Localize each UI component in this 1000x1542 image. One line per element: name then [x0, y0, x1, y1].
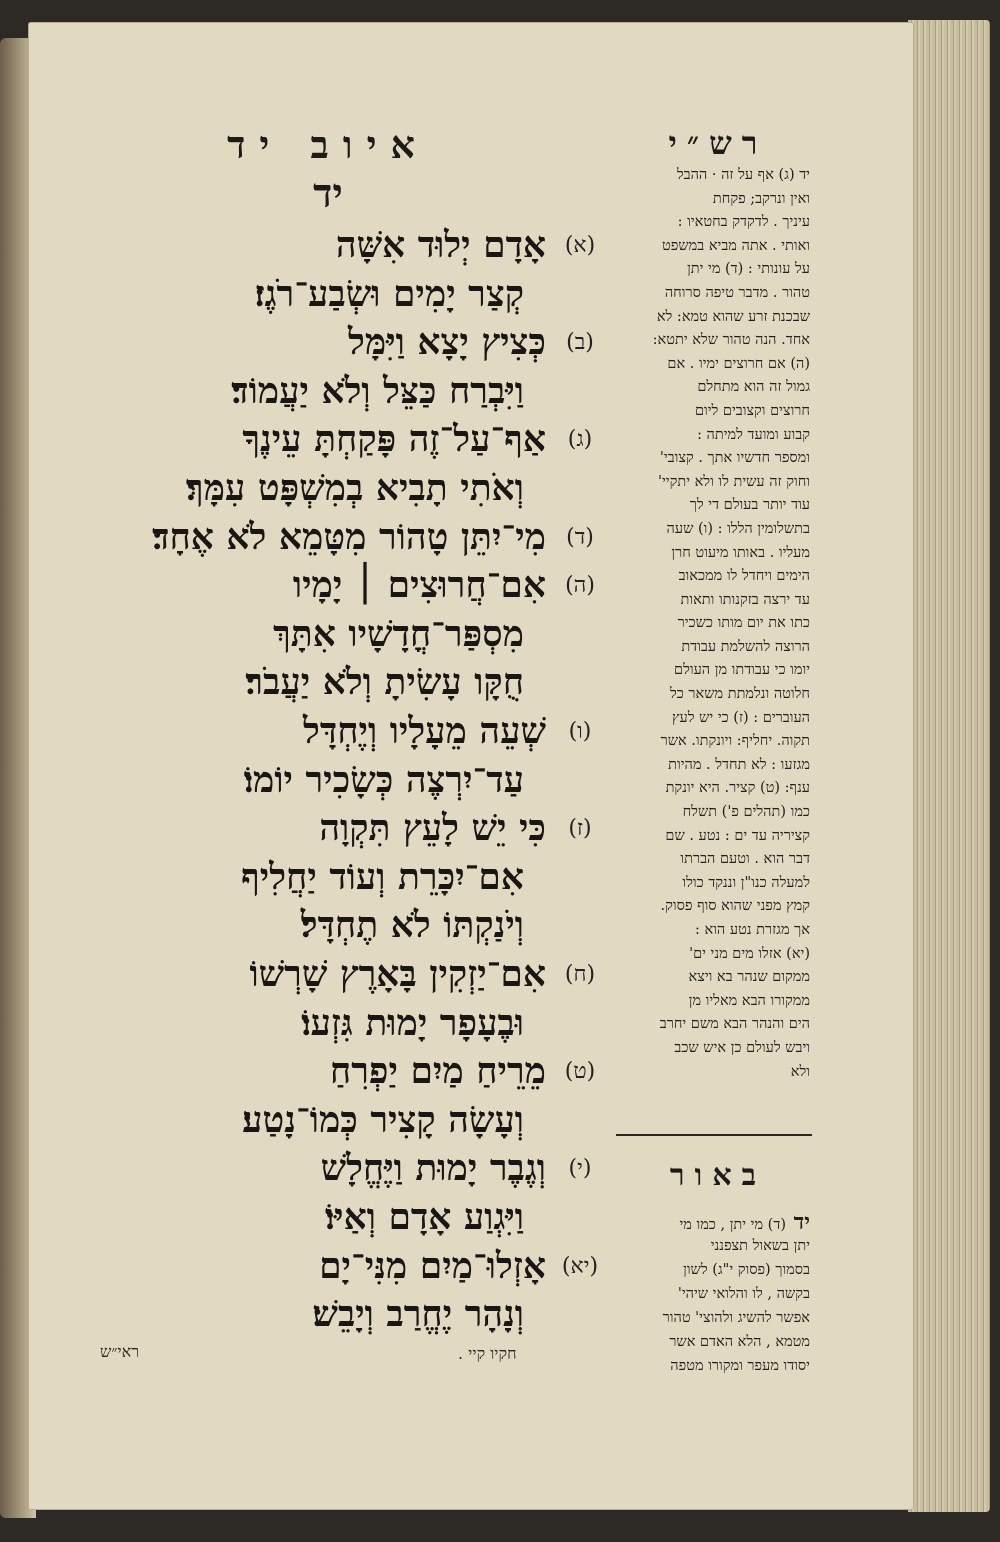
- biur-chapter-marker: יד: [785, 1210, 810, 1234]
- rashi-line: ממקורו הבא מאליו מן: [688, 992, 810, 1009]
- rashi-line: גמול זה הוא מתחלם: [697, 379, 810, 396]
- rashi-line: טהור . מדבר טיפה סרוחה: [664, 284, 810, 301]
- rashi-line: קמץ מפני שהוא סוף פסוק.: [660, 898, 810, 915]
- rashi-line: אך מגזרת נטע הוא :: [695, 922, 810, 938]
- verse-text: וְעָשָׂה קָצִיר כְּמוֹ־נָטַע׃: [242, 1098, 524, 1141]
- rashi-heading: רש״י: [668, 124, 768, 162]
- verse-text: קְצַר יָמִים וּשְׂבַע־רֹגֶז׃: [254, 272, 524, 315]
- rashi-line: קציריה עד ים : נטע . שם: [665, 827, 810, 844]
- biur-text: אפשר להשיג ולהוצי' טהור: [662, 1310, 810, 1326]
- verse-text: אִם־חֲרוּצִים ׀ יָמָיו: [292, 564, 546, 607]
- rashi-line: ומספר חדשיו אתך . קצובי': [659, 450, 810, 467]
- rashi-line: העוברים : (ז) כי יש לעץ: [671, 709, 810, 726]
- biur-heading: באור: [669, 1158, 767, 1193]
- rashi-line: עיניך . לדקדק בחטאיו :: [677, 214, 810, 231]
- book-page: [28, 22, 914, 1510]
- column-divider-rule: [616, 1134, 812, 1136]
- biur-text: (ד) מי יתן , כמו מי: [679, 1217, 786, 1233]
- verse-number: (ו): [568, 719, 592, 744]
- biur-text: בקשה , לו והלואי שיהי': [677, 1286, 810, 1302]
- rashi-line: יד (ג) אף על זה · ההבל: [676, 167, 810, 183]
- verse-number: (ח): [564, 962, 596, 987]
- rashi-line: ממקום שנהר בא ויצא: [688, 969, 810, 986]
- rashi-line: מעליו . באותו מיעוט חרן: [671, 544, 810, 561]
- rashi-line: ויבש לעולם כן איש שכב: [674, 1039, 810, 1056]
- rashi-line: יומו כי עבודתו מן העולם: [674, 662, 810, 679]
- rashi-line: הים והנהר הבא משם יחרב: [659, 1016, 810, 1033]
- verse-text: וְנָהָר יֶחֱרַב וְיָבֵשׁ׃: [312, 1293, 524, 1336]
- biur-commentary: [610, 1210, 810, 1378]
- verse-text: שְׁעֵה מֵעָלָיו וְיֶחְדָּל: [303, 710, 546, 752]
- rashi-line: שבכנת זרע שהוא טמא: לא: [656, 308, 810, 325]
- verse-text: אִם־יַזְקִין בָּאָרֶץ שָׁרְשׁוֹ: [249, 953, 546, 995]
- rashi-line: (ה) אם חרוצים ימיו . אם: [667, 355, 810, 372]
- chapter-number: יד: [313, 170, 343, 217]
- verse-text: אָדָם יְלוּד אִשָּׁה: [335, 224, 546, 266]
- verse-text: וְיֹנַקְתּוֹ לֹא תֶחְדָּל׃: [300, 904, 524, 947]
- rashi-line: עד ירצה בזקנותו ותאות: [680, 591, 810, 608]
- verse-text: וּבֶעָפָר יָמוּת גִּזְעוֹ׃: [301, 1001, 524, 1044]
- verse-text: וְאֹתִי תָבִיא בְמִשְׁפָּט עִמָּךְ׃: [185, 467, 524, 509]
- rashi-line: הרוצה להשלמת עבודת: [681, 638, 810, 655]
- rashi-line: תקוה. יחליף: ויונקתו. אשר: [660, 733, 810, 750]
- verse-text: כִּי יֵשׁ לָעֵץ תִּקְוָה: [319, 807, 546, 850]
- biur-text: מטמא , הלא האדם אשר: [669, 1334, 810, 1350]
- verse-text: מִי־יִתֵּן טָהוֹר מִטָּמֵא לֹא אֶחָד׃: [152, 515, 546, 558]
- rashi-line: דבר הוא . וטעם הברתו: [680, 851, 810, 868]
- rashi-line: למעלה כנו"ן וננקד כולו: [682, 874, 810, 891]
- rashi-line: בתשלומין הללו : (ו) שעה: [666, 520, 810, 537]
- verse-number: (יא): [561, 1253, 599, 1279]
- rashi-line: ענף: (ט) קציר. היא יונקת: [665, 780, 810, 797]
- rashi-line: על עונותי : (ד) מי יתן: [687, 261, 810, 278]
- biur-text: בסמוך (פסוק י"ג) לשון: [683, 1262, 810, 1278]
- rashi-line: כתו את יום מותו כשכיר: [677, 615, 810, 632]
- rashi-line: ואין ונרקב; פקחת: [712, 190, 810, 207]
- biur-line: [610, 1306, 810, 1330]
- verse-line: [68, 1285, 608, 1343]
- verse-number: (ד): [566, 524, 594, 550]
- biur-line: [610, 1282, 810, 1306]
- verse-number: (ה): [565, 573, 595, 599]
- rashi-line: קבוע ומועד למיתה :: [697, 426, 810, 443]
- rashi-line: עוד יותר בעולם די לך: [689, 497, 810, 514]
- verse-text: וַיִּבְרַח כַּצֵּל וְלֹא יַעֲמוֹד׃: [231, 369, 524, 412]
- verse-text: אַף־עַל־זֶה פָּקַחְתָּ עֵינֶךָ: [242, 418, 546, 461]
- verse-text: חֻקָּו עָשִׂיתָ וְלֹא יַעֲבֹר׃: [245, 661, 524, 704]
- biur-line: [610, 1234, 810, 1258]
- verse-number: (ט): [564, 1059, 596, 1085]
- biur-line: [610, 1330, 810, 1354]
- verse-text: וַיִּגְוַע אָדָם וְאַיּוֹ׃: [324, 1196, 524, 1238]
- rashi-line: ואותי . אתה מביא במשפט: [662, 237, 810, 254]
- verse-text: כְּצִיץ יָצָא וַיִּמָּל: [348, 321, 546, 364]
- page-signature-mark: ראי״ש: [100, 1342, 140, 1361]
- verse-number: (ז): [568, 816, 592, 842]
- biur-text: יסודו מעפר ומקורו מטפה: [670, 1358, 810, 1374]
- verse-text: אִם־יִכָּרֵת וְעוֹד יַחֲלִיף: [241, 855, 524, 898]
- rashi-line: כמו (תהלים פ') תשלח: [682, 804, 810, 821]
- verse-text: מִסְפַּר־חֳדָשָׁיו אִתָּךְ: [273, 612, 524, 655]
- verse-number: (י): [568, 1156, 592, 1182]
- biur-line: [610, 1258, 810, 1282]
- rashi-line: ולא: [790, 1063, 810, 1080]
- rashi-line: חרוצים וקצובים ליום: [694, 402, 810, 419]
- biur-line: [610, 1354, 810, 1378]
- rashi-line: (יא) אזלו מים מני ים': [689, 945, 810, 962]
- verse-number: (ב): [566, 330, 594, 356]
- verse-text: עַד־יִרְצֶה כְּשָׂכִיר יוֹמוֹ׃: [243, 758, 524, 801]
- verse-text: מֵרֵיחַ מַיִם יַפְרִחַ: [329, 1050, 546, 1093]
- verse-text: וְגֶבֶר יָמוּת וַיֶּחֱלָשׁ: [320, 1147, 546, 1190]
- catchword: חקיו קיי .: [458, 1344, 517, 1363]
- biur-line: [610, 1210, 810, 1234]
- rashi-line: וחוק זה עשית לו ולא יתקיי': [658, 473, 810, 490]
- verse-number: (ג): [567, 427, 593, 453]
- rashi-line: חלוטה ונלמתת משאר כל: [669, 686, 810, 703]
- rashi-line: הימים ויחדל לו ממכאוב: [678, 568, 810, 585]
- rashi-line: מגזעו : לא תחדל . מהיות: [668, 756, 810, 773]
- rashi-line: אחד. הנה טהור שלא יתטא:: [652, 332, 810, 349]
- page-stack-edges: [908, 20, 990, 1512]
- book-title-heading: איוב יד: [227, 122, 429, 167]
- rashi-commentary: [610, 164, 810, 1084]
- verse-number: (א): [564, 233, 596, 258]
- verse-text: אָזְלוּ־מַיִם מִנִּי־יָם: [319, 1244, 546, 1287]
- biur-text: יתן בשאול תצפנני: [710, 1238, 810, 1254]
